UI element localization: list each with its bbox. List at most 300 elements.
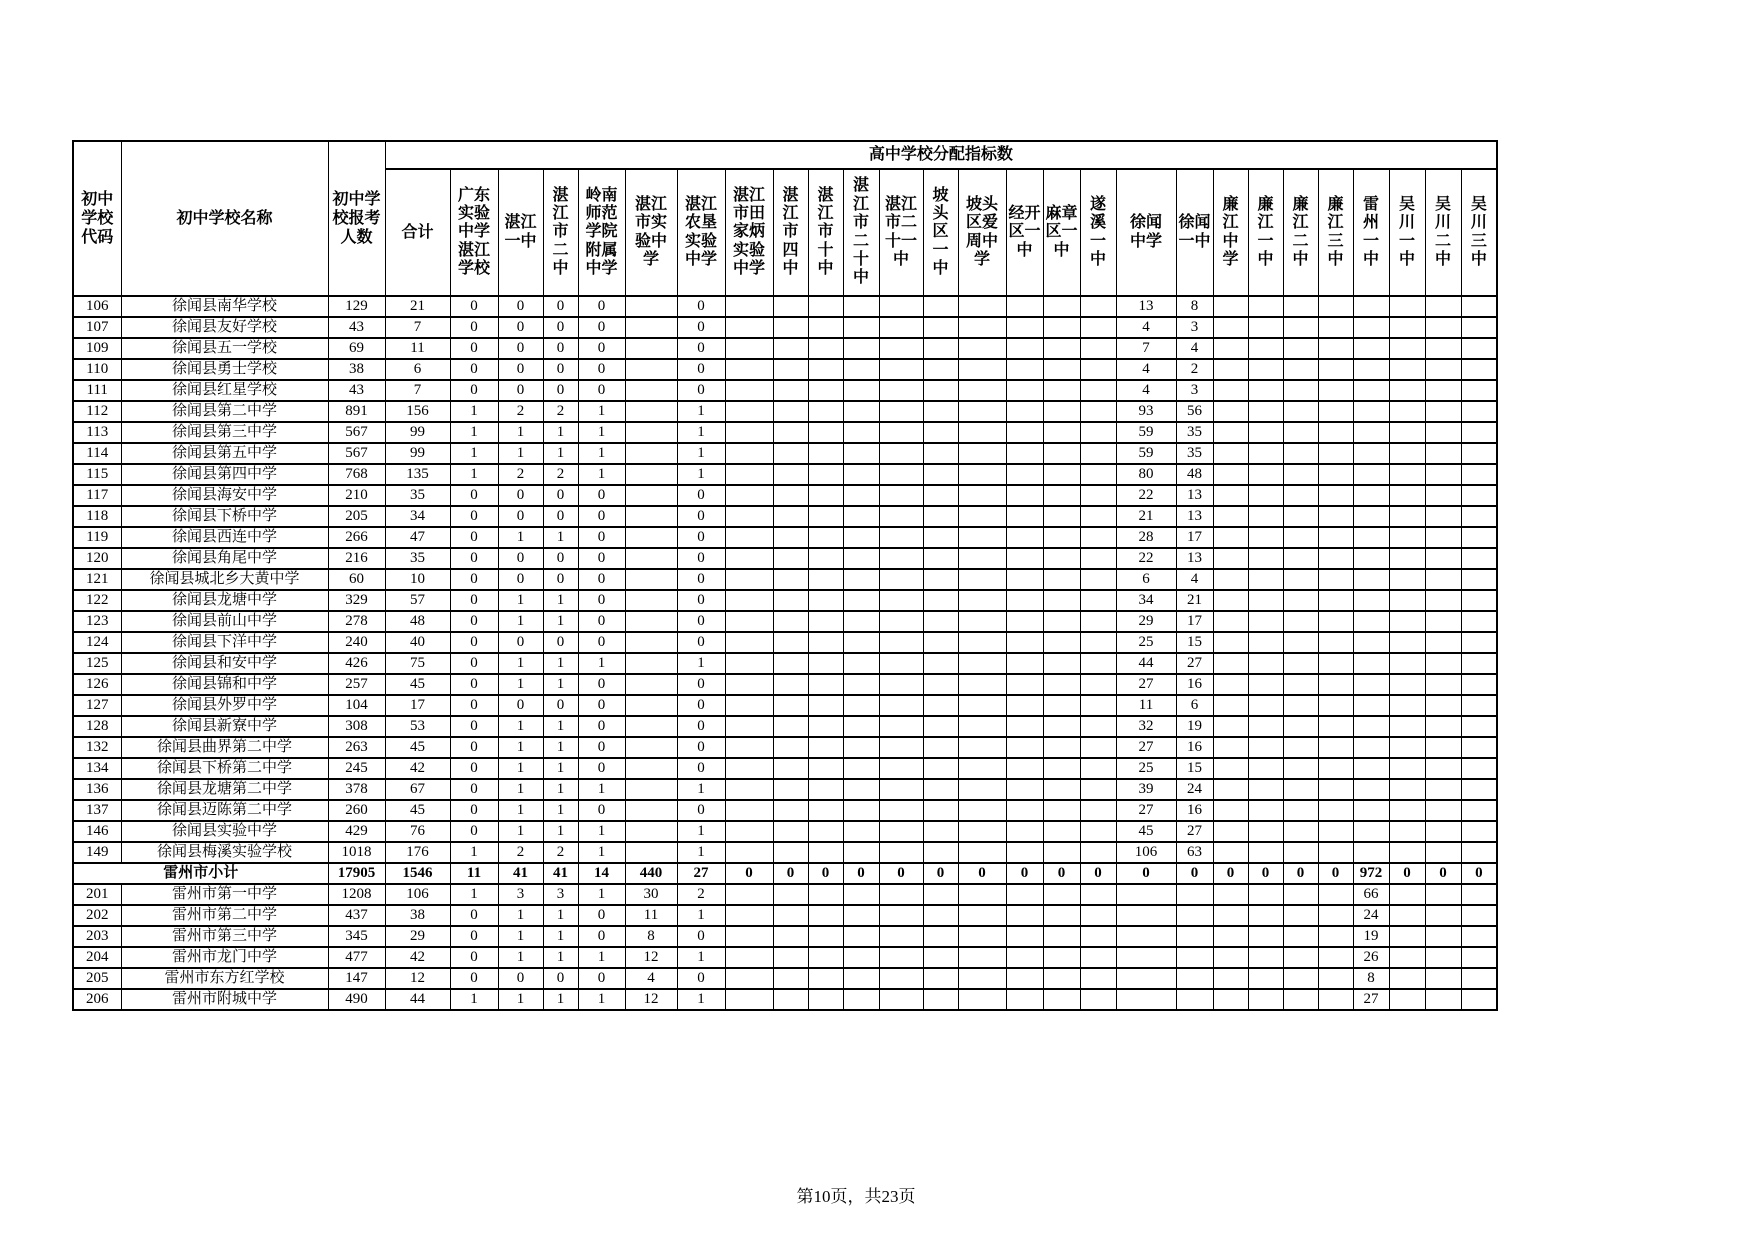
value-cell: 0	[543, 968, 578, 989]
value-cell	[725, 947, 773, 968]
name-cell: 徐闻县新寮中学	[121, 716, 328, 737]
name-cell: 雷州市龙门中学	[121, 947, 328, 968]
value-cell	[923, 821, 958, 842]
column-header-label: 湛江市二十一中	[884, 195, 917, 268]
value-cell	[843, 674, 879, 695]
value-cell: 1	[578, 653, 625, 674]
value-cell	[1461, 653, 1497, 674]
value-cell	[1043, 485, 1080, 506]
value-cell: 0	[677, 569, 725, 590]
value-cell	[923, 464, 958, 485]
value-cell	[1006, 884, 1043, 905]
value-cell: 1	[498, 779, 543, 800]
value-cell: 1	[677, 905, 725, 926]
value-cell: 0	[1461, 863, 1497, 884]
value-cell: 1	[543, 611, 578, 632]
value-cell: 2	[498, 401, 543, 422]
value-cell: 44	[1116, 653, 1176, 674]
total-cell: 48	[385, 611, 450, 632]
value-cell	[1389, 968, 1425, 989]
table-row	[73, 632, 1497, 653]
value-cell	[1283, 632, 1318, 653]
value-cell: 0	[543, 338, 578, 359]
table-row	[73, 422, 1497, 443]
value-cell: 1	[543, 527, 578, 548]
value-cell: 0	[450, 695, 498, 716]
value-cell: 1	[578, 884, 625, 905]
value-cell	[808, 737, 843, 758]
value-cell	[843, 317, 879, 338]
column-header-label: 经开区一中	[1008, 204, 1041, 259]
value-cell: 4	[1176, 338, 1213, 359]
column-header-school	[1176, 169, 1213, 296]
value-cell	[958, 674, 1006, 695]
value-cell: 1	[543, 674, 578, 695]
value-cell: 0	[843, 863, 879, 884]
value-cell: 1	[498, 947, 543, 968]
value-cell: 2	[498, 464, 543, 485]
value-cell: 1	[498, 800, 543, 821]
value-cell	[725, 338, 773, 359]
value-cell	[1006, 947, 1043, 968]
table-row	[73, 716, 1497, 737]
value-cell: 39	[1116, 779, 1176, 800]
value-cell: 0	[1043, 863, 1080, 884]
applicants-cell: 205	[328, 506, 385, 527]
value-cell: 0	[450, 737, 498, 758]
value-cell	[1425, 947, 1461, 968]
value-cell	[923, 968, 958, 989]
table-row	[73, 527, 1497, 548]
value-cell	[1318, 884, 1353, 905]
value-cell	[1006, 632, 1043, 653]
value-cell	[1006, 695, 1043, 716]
value-cell: 15	[1176, 632, 1213, 653]
table-row	[73, 464, 1497, 485]
value-cell: 0	[677, 800, 725, 821]
value-cell	[1283, 737, 1318, 758]
value-cell: 12	[625, 947, 677, 968]
value-cell	[808, 632, 843, 653]
value-cell: 0	[450, 905, 498, 926]
value-cell	[1425, 422, 1461, 443]
value-cell	[1318, 716, 1353, 737]
value-cell: 1	[578, 821, 625, 842]
value-cell	[1283, 674, 1318, 695]
value-cell	[1389, 590, 1425, 611]
value-cell	[1176, 926, 1213, 947]
value-cell	[1283, 401, 1318, 422]
value-cell: 3	[543, 884, 578, 905]
value-cell	[1318, 653, 1353, 674]
value-cell	[808, 338, 843, 359]
value-cell	[1318, 632, 1353, 653]
value-cell	[1283, 989, 1318, 1010]
value-cell	[1389, 506, 1425, 527]
column-header-label: 坡头区一中	[932, 186, 949, 278]
value-cell	[625, 338, 677, 359]
table-row	[73, 317, 1497, 338]
value-cell	[773, 590, 808, 611]
value-cell	[1425, 296, 1461, 317]
value-cell	[725, 632, 773, 653]
value-cell	[1248, 779, 1283, 800]
value-cell	[1213, 905, 1248, 926]
value-cell	[625, 800, 677, 821]
value-cell	[1389, 653, 1425, 674]
code-cell: 201	[73, 884, 121, 905]
value-cell	[1213, 758, 1248, 779]
value-cell	[958, 527, 1006, 548]
value-cell	[1318, 590, 1353, 611]
total-cell: 21	[385, 296, 450, 317]
table-row	[73, 569, 1497, 590]
value-cell	[1043, 758, 1080, 779]
value-cell	[725, 485, 773, 506]
column-header-school	[773, 169, 808, 296]
value-cell	[1248, 569, 1283, 590]
value-cell	[843, 611, 879, 632]
value-cell: 1	[498, 926, 543, 947]
value-cell: 1	[498, 422, 543, 443]
value-cell: 1	[498, 611, 543, 632]
value-cell	[625, 464, 677, 485]
applicants-cell: 1208	[328, 884, 385, 905]
column-header-label: 湛江市四中	[782, 186, 799, 278]
value-cell	[1389, 800, 1425, 821]
column-header-label: 湛江一中	[504, 214, 537, 250]
value-cell: 0	[677, 968, 725, 989]
value-cell: 4	[1116, 359, 1176, 380]
value-cell	[1353, 569, 1389, 590]
value-cell	[1248, 485, 1283, 506]
value-cell	[1461, 422, 1497, 443]
value-cell: 0	[773, 863, 808, 884]
value-cell	[1080, 527, 1116, 548]
value-cell	[1461, 380, 1497, 401]
value-cell	[1389, 338, 1425, 359]
value-cell	[1043, 947, 1080, 968]
value-cell: 16	[1176, 737, 1213, 758]
value-cell	[1213, 569, 1248, 590]
value-cell	[725, 569, 773, 590]
value-cell: 27	[677, 863, 725, 884]
table-row	[73, 485, 1497, 506]
value-cell	[1318, 737, 1353, 758]
value-cell	[1248, 905, 1283, 926]
value-cell	[808, 422, 843, 443]
value-cell	[923, 317, 958, 338]
value-cell: 2	[543, 401, 578, 422]
value-cell: 41	[498, 863, 543, 884]
table-row	[73, 611, 1497, 632]
applicants-cell: 477	[328, 947, 385, 968]
column-header-label: 吴川一中	[1398, 195, 1415, 268]
value-cell: 0	[450, 359, 498, 380]
value-cell: 0	[543, 296, 578, 317]
value-cell	[843, 527, 879, 548]
value-cell: 59	[1116, 422, 1176, 443]
value-cell: 0	[450, 758, 498, 779]
value-cell: 1	[578, 779, 625, 800]
column-header-label: 廉江一中	[1257, 195, 1274, 268]
value-cell: 0	[498, 338, 543, 359]
value-cell	[773, 842, 808, 863]
value-cell: 1	[578, 842, 625, 863]
name-cell: 徐闻县红星学校	[121, 380, 328, 401]
value-cell	[879, 590, 923, 611]
applicants-cell: 17905	[328, 863, 385, 884]
total-cell: 42	[385, 758, 450, 779]
value-cell: 93	[1116, 401, 1176, 422]
value-cell	[1043, 296, 1080, 317]
value-cell	[923, 716, 958, 737]
value-cell: 0	[543, 569, 578, 590]
value-cell: 106	[1116, 842, 1176, 863]
code-cell: 136	[73, 779, 121, 800]
value-cell: 1	[677, 821, 725, 842]
value-cell	[958, 926, 1006, 947]
value-cell	[1043, 632, 1080, 653]
value-cell	[1080, 695, 1116, 716]
value-cell	[1006, 611, 1043, 632]
value-cell	[1213, 359, 1248, 380]
value-cell	[773, 611, 808, 632]
value-cell	[725, 380, 773, 401]
value-cell	[958, 422, 1006, 443]
value-cell	[1425, 611, 1461, 632]
value-cell	[1213, 527, 1248, 548]
value-cell	[1389, 485, 1425, 506]
value-cell: 8	[1176, 296, 1213, 317]
value-cell: 440	[625, 863, 677, 884]
value-cell: 0	[808, 863, 843, 884]
value-cell	[1248, 674, 1283, 695]
value-cell: 0	[498, 359, 543, 380]
value-cell: 11	[625, 905, 677, 926]
value-cell	[1080, 800, 1116, 821]
value-cell	[1389, 443, 1425, 464]
total-cell: 57	[385, 590, 450, 611]
value-cell	[625, 506, 677, 527]
code-cell: 134	[73, 758, 121, 779]
value-cell: 4	[625, 968, 677, 989]
value-cell	[1043, 653, 1080, 674]
value-cell	[808, 653, 843, 674]
value-cell: 0	[543, 485, 578, 506]
value-cell	[923, 338, 958, 359]
code-cell: 128	[73, 716, 121, 737]
value-cell	[879, 800, 923, 821]
value-cell	[958, 611, 1006, 632]
value-cell	[1006, 359, 1043, 380]
value-cell	[843, 296, 879, 317]
value-cell	[1043, 548, 1080, 569]
value-cell	[1389, 674, 1425, 695]
value-cell	[808, 527, 843, 548]
value-cell	[958, 296, 1006, 317]
value-cell	[923, 695, 958, 716]
total-cell: 67	[385, 779, 450, 800]
value-cell	[773, 695, 808, 716]
value-cell: 0	[677, 716, 725, 737]
value-cell	[773, 968, 808, 989]
value-cell	[1425, 989, 1461, 1010]
code-cell: 122	[73, 590, 121, 611]
value-cell: 1	[543, 947, 578, 968]
value-cell	[1213, 317, 1248, 338]
name-cell: 徐闻县锦和中学	[121, 674, 328, 695]
value-cell	[1389, 317, 1425, 338]
value-cell	[843, 905, 879, 926]
value-cell	[1353, 317, 1389, 338]
code-cell: 117	[73, 485, 121, 506]
name-cell: 徐闻县南华学校	[121, 296, 328, 317]
total-cell: 29	[385, 926, 450, 947]
value-cell	[625, 821, 677, 842]
value-cell	[1389, 569, 1425, 590]
value-cell	[1006, 737, 1043, 758]
value-cell	[1389, 926, 1425, 947]
value-cell	[1043, 884, 1080, 905]
value-cell: 1	[543, 800, 578, 821]
value-cell	[1213, 653, 1248, 674]
value-cell: 1	[450, 842, 498, 863]
value-cell	[1283, 821, 1318, 842]
value-cell	[1318, 443, 1353, 464]
code-cell: 120	[73, 548, 121, 569]
value-cell: 13	[1176, 548, 1213, 569]
value-cell	[1318, 548, 1353, 569]
value-cell	[808, 716, 843, 737]
value-cell	[879, 548, 923, 569]
total-cell: 38	[385, 905, 450, 926]
column-header-total: 合计	[385, 169, 450, 296]
value-cell: 0	[578, 506, 625, 527]
value-cell: 13	[1176, 485, 1213, 506]
column-header-label: 廉江中学	[1222, 195, 1239, 268]
value-cell	[1353, 758, 1389, 779]
value-cell: 0	[578, 800, 625, 821]
value-cell	[958, 653, 1006, 674]
value-cell	[958, 758, 1006, 779]
code-cell: 110	[73, 359, 121, 380]
code-cell: 202	[73, 905, 121, 926]
value-cell: 0	[725, 863, 773, 884]
value-cell	[958, 800, 1006, 821]
value-cell: 0	[1248, 863, 1283, 884]
applicants-cell: 567	[328, 443, 385, 464]
value-cell	[773, 632, 808, 653]
value-cell	[1353, 821, 1389, 842]
value-cell: 1	[677, 947, 725, 968]
total-cell: 156	[385, 401, 450, 422]
value-cell	[1318, 947, 1353, 968]
value-cell: 24	[1353, 905, 1389, 926]
applicants-cell: 69	[328, 338, 385, 359]
value-cell: 0	[578, 611, 625, 632]
value-cell	[1213, 590, 1248, 611]
value-cell: 2	[498, 842, 543, 863]
table-row	[73, 968, 1497, 989]
value-cell	[1006, 548, 1043, 569]
code-cell: 109	[73, 338, 121, 359]
code-cell: 121	[73, 569, 121, 590]
value-cell	[843, 464, 879, 485]
value-cell	[808, 464, 843, 485]
value-cell	[1080, 947, 1116, 968]
value-cell	[923, 800, 958, 821]
value-cell: 6	[1176, 695, 1213, 716]
applicants-cell: 329	[328, 590, 385, 611]
name-cell: 徐闻县西连中学	[121, 527, 328, 548]
value-cell	[1043, 737, 1080, 758]
value-cell	[1389, 527, 1425, 548]
value-cell: 0	[677, 674, 725, 695]
value-cell	[773, 737, 808, 758]
column-header-school	[543, 169, 578, 296]
column-header-label: 广东实验中学湛江学校	[457, 186, 490, 278]
value-cell	[1318, 464, 1353, 485]
value-cell	[1461, 800, 1497, 821]
value-cell: 1	[543, 905, 578, 926]
value-cell: 1	[498, 590, 543, 611]
value-cell: 0	[677, 632, 725, 653]
value-cell: 3	[1176, 317, 1213, 338]
value-cell	[958, 632, 1006, 653]
value-cell	[958, 443, 1006, 464]
value-cell	[1248, 359, 1283, 380]
value-cell: 0	[543, 506, 578, 527]
value-cell	[1248, 947, 1283, 968]
value-cell	[1248, 401, 1283, 422]
value-cell	[843, 548, 879, 569]
value-cell	[725, 548, 773, 569]
code-cell: 106	[73, 296, 121, 317]
value-cell	[808, 380, 843, 401]
table-row	[73, 989, 1497, 1010]
value-cell	[843, 800, 879, 821]
value-cell: 29	[1116, 611, 1176, 632]
value-cell	[1283, 779, 1318, 800]
value-cell	[879, 926, 923, 947]
value-cell	[1353, 548, 1389, 569]
value-cell	[879, 485, 923, 506]
value-cell	[1248, 695, 1283, 716]
applicants-cell: 38	[328, 359, 385, 380]
value-cell	[843, 842, 879, 863]
value-cell	[1389, 548, 1425, 569]
applicants-cell: 263	[328, 737, 385, 758]
value-cell	[1353, 359, 1389, 380]
value-cell	[958, 842, 1006, 863]
value-cell: 13	[1116, 296, 1176, 317]
value-cell: 34	[1116, 590, 1176, 611]
value-cell	[1425, 401, 1461, 422]
value-cell	[923, 569, 958, 590]
code-cell: 125	[73, 653, 121, 674]
value-cell: 6	[1116, 569, 1176, 590]
value-cell	[1248, 632, 1283, 653]
value-cell	[1353, 674, 1389, 695]
table-row	[73, 359, 1497, 380]
value-cell	[1318, 695, 1353, 716]
value-cell	[1006, 464, 1043, 485]
applicants-cell: 43	[328, 317, 385, 338]
value-cell	[923, 590, 958, 611]
value-cell	[1353, 632, 1389, 653]
value-cell	[923, 947, 958, 968]
